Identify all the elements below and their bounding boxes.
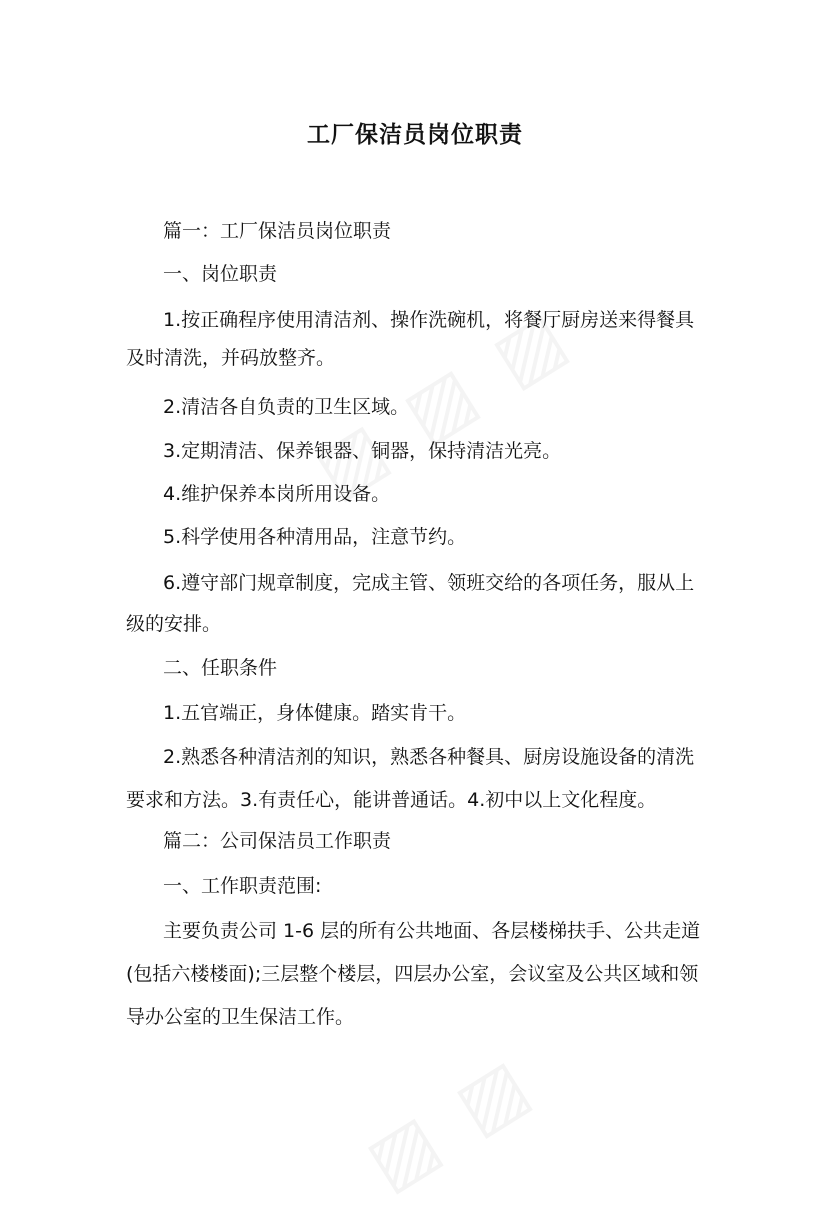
paragraph-line: 3.定期清洁、保养银器、铜器，保持清洁光亮。 (163, 440, 562, 462)
watermark (351, 1039, 547, 1205)
paragraph-line: 6.遵守部门规章制度，完成主管、领班交给的各项任务，服从上 (163, 572, 695, 594)
paragraph-line: 1.五官端正，身体健康。踏实肯干。 (163, 702, 467, 724)
paragraph-line: 级的安排。 (126, 613, 222, 635)
subheading: 一、工作职责范围: (163, 875, 322, 897)
subheading: 二、任职条件 (163, 657, 278, 679)
paragraph-line: 5.科学使用各种清用品，注意节约。 (163, 526, 467, 548)
paragraph-line: (包括六楼楼面);三层整个楼层，四层办公室，会议室及公共区域和领 (126, 963, 699, 985)
paragraph-line: 2.清洁各自负责的卫生区域。 (163, 396, 410, 418)
subheading: 一、岗位职责 (163, 263, 278, 285)
paragraph-line: 主要负责公司 1-6 层的所有公共地面、各层楼梯扶手、公共走道 (163, 920, 701, 942)
page-title: 工厂保洁员岗位职责 (307, 122, 523, 148)
paragraph-line: 要求和方法。3.有责任心，能讲普通话。4.初中以上文化程度。 (126, 789, 657, 811)
paragraph-line: 4.维护保养本岗所用设备。 (163, 483, 391, 505)
section-heading: 篇二：公司保洁员工作职责 (163, 830, 392, 852)
paragraph-line: 及时清洗，并码放整齐。 (126, 347, 336, 369)
paragraph-line: 1.按正确程序使用清洁剂、操作洗碗机，将餐厅厨房送来得餐具 (163, 309, 695, 331)
paragraph-line: 2.熟悉各种清洁剂的知识，熟悉各种餐具、厨房设施设备的清洗 (163, 746, 695, 768)
paragraph-line: 导办公室的卫生保洁工作。 (126, 1006, 355, 1028)
section-heading: 篇一：工厂保洁员岗位职责 (163, 220, 392, 242)
